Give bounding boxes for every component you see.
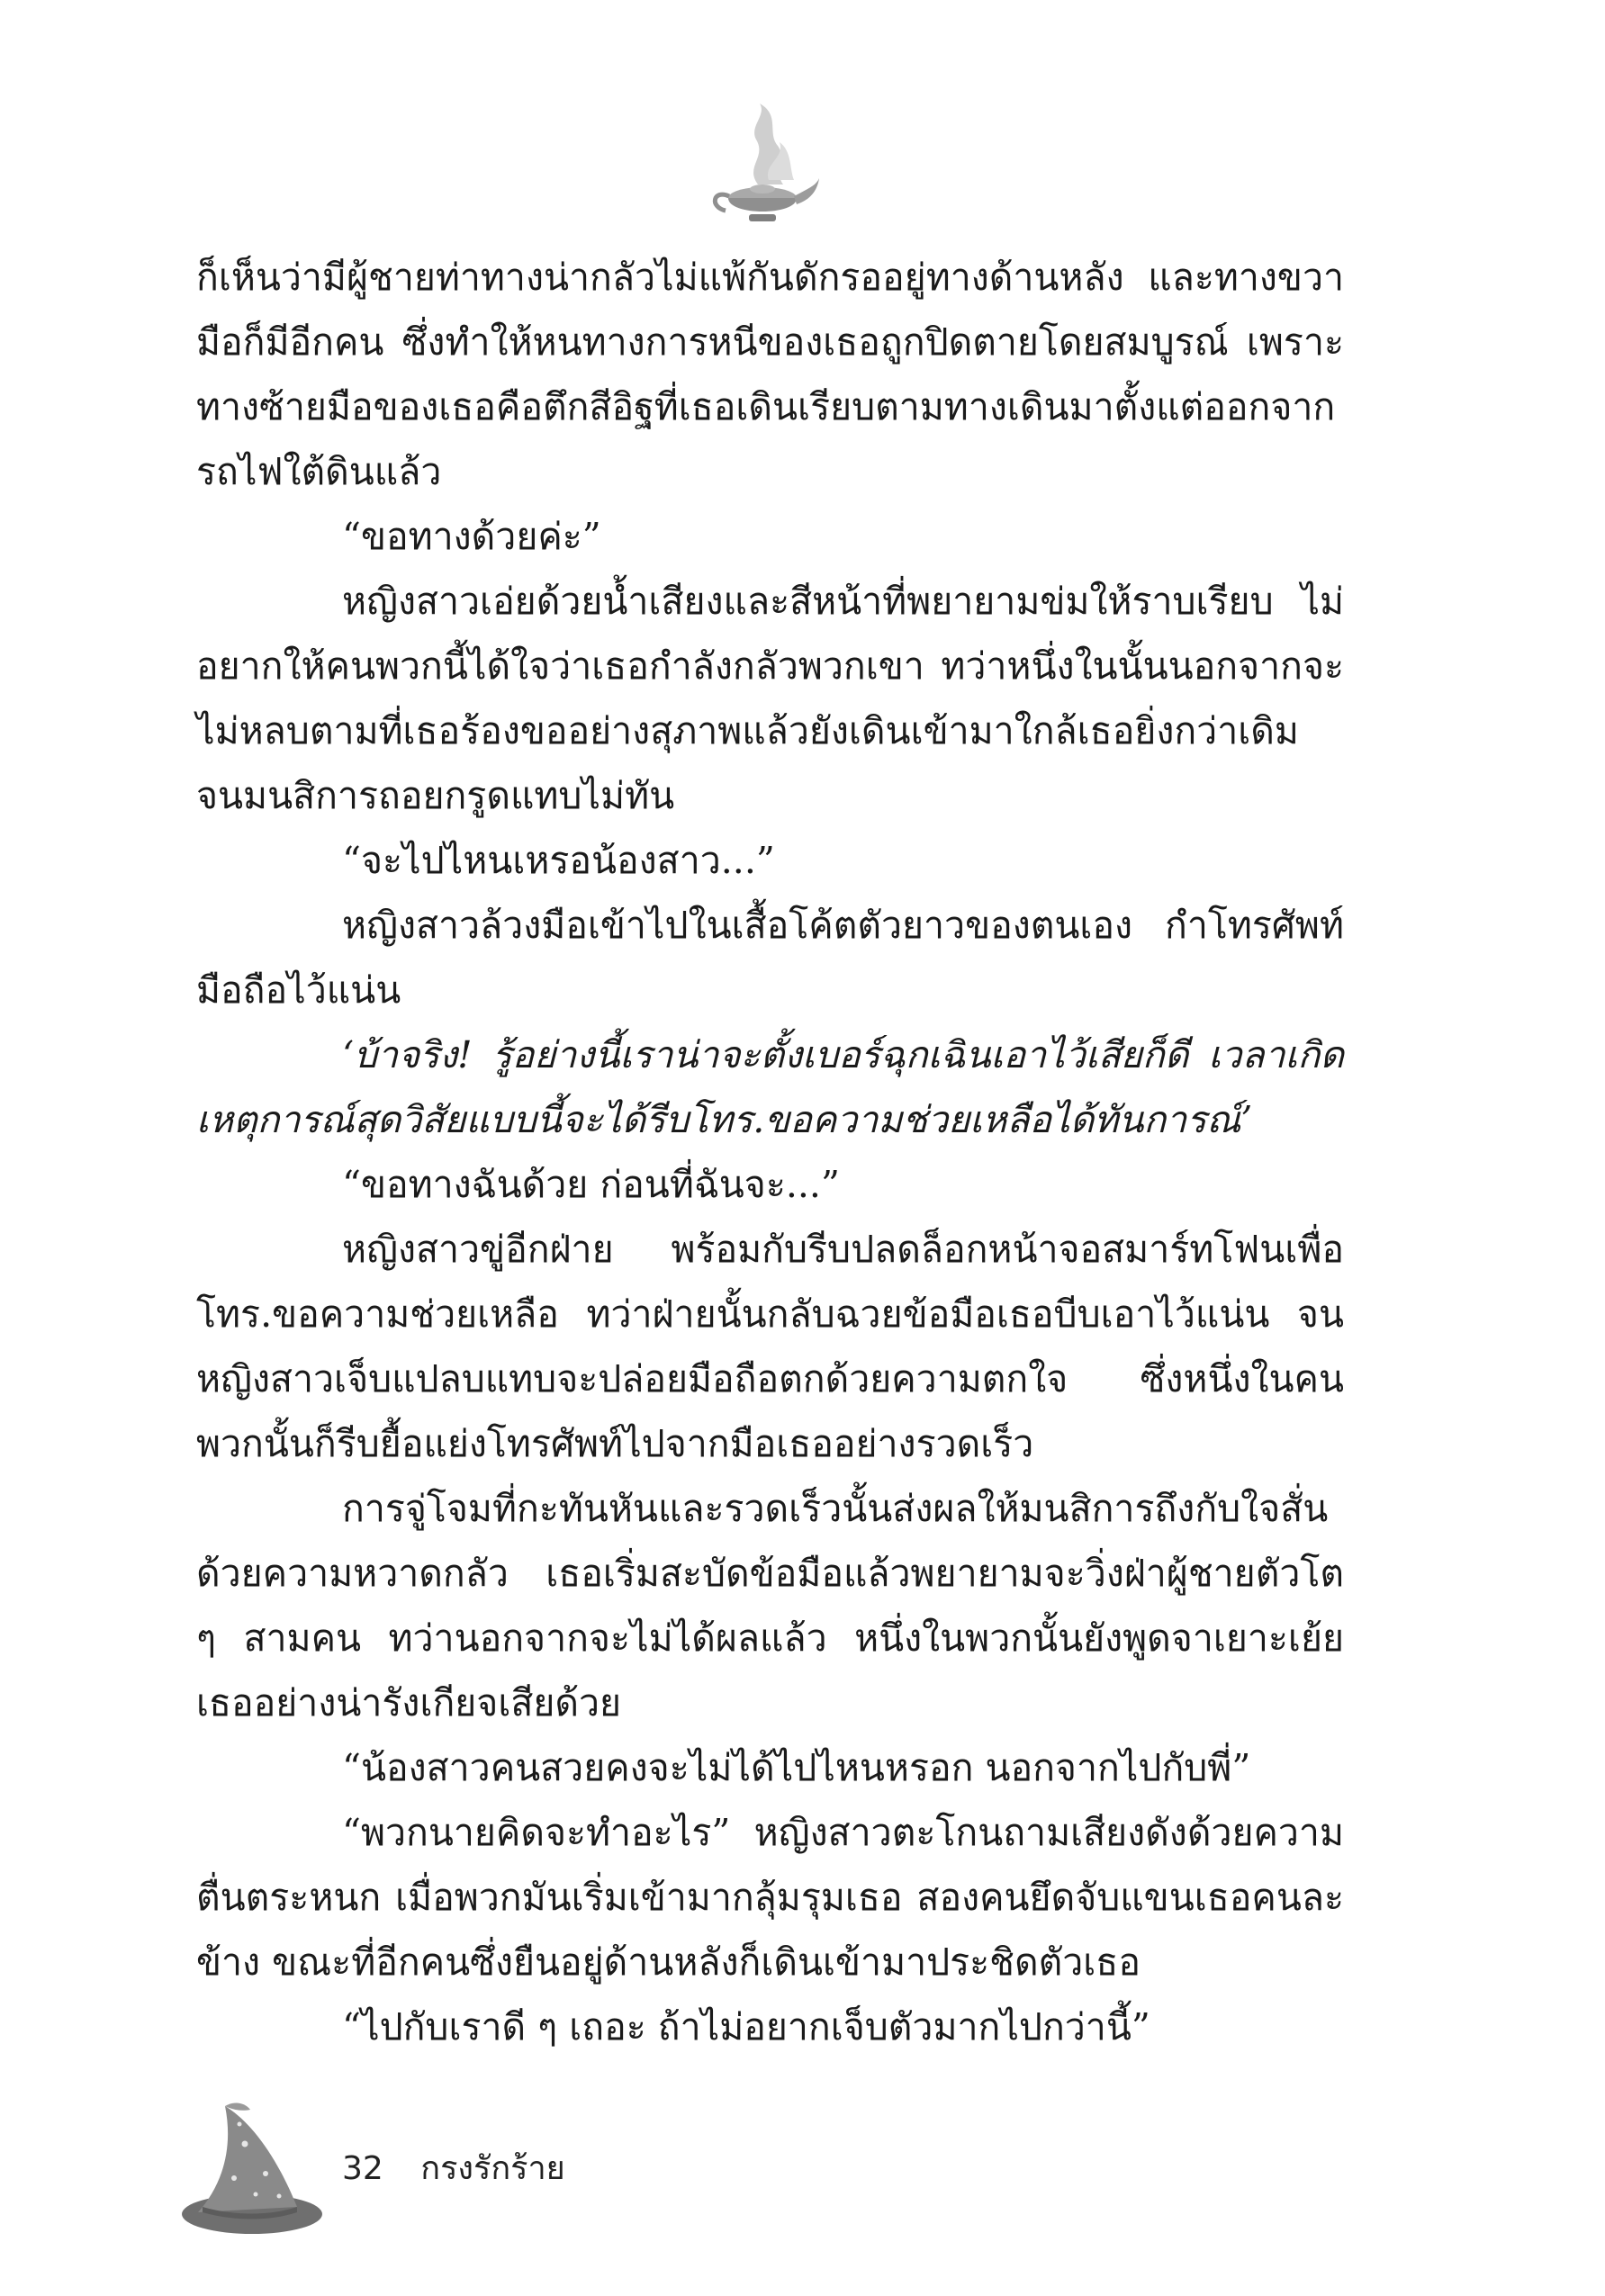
page-number: 32 <box>342 2150 383 2187</box>
inner-thought: ‘บ้าจริง! รู้อย่างนี้เราน่าจะตั้งเบอร์ฉุกเฉินเอาไว้เสียก็ดี เวลาเกิดเหตุการณ์สุดวิสัยแบบนี้จะได้รีบโทร.ขอความช่วยเหลือได้ทันการณ์’ <box>196 1033 1344 1141</box>
paragraph-5: การจู่โจมที่กะทันหันและรวดเร็วนั้นส่งผลให้มนสิการถึงกับใจสั่นด้วยความหวาดกลัว เธอเริ่มสะบัดข้อมือแล้วพยายามจะวิ่งฝ่าผู้ชายตัวโต ๆ สามคน ทว่านอกจากจะไม่ได้ผลแล้ว หนึ่งในพวกนั้นยังพูดจาเยาะเย้ยเธออย่างน่ารังเกียจเสียด้วย <box>196 1487 1344 1724</box>
page-footer <box>180 2088 720 2241</box>
paragraph-6: “พวกนายคิดจะทำอะไร” หญิงสาวตะโกนถามเสียงดังด้วยความตื่นตระหนก เมื่อพวกมันเริ่มเข้ามากลุ้มรุมเธอ สองคนยึดจับแขนเธอคนละข้าง ขณะที่อีกคนซึ่งยืนอยู่ด้านหลังก็เดินเข้ามาประชิดตัวเธอ <box>196 1811 1344 1984</box>
paragraph-4: หญิงสาวขู่อีกฝ่าย พร้อมกับรีบปลดล็อกหน้าจอสมาร์ทโฟนเพื่อโทร.ขอความช่วยเหลือ ทว่าฝ่ายนั้นกลับฉวยข้อมือเธอบีบเอาไว้แน่น จนหญิงสาวเจ็บแปลบแทบจะปล่อยมือถือตกด้วยความตกใจ ซึ่งหนึ่งในคนพวกนั้นก็รีบยื้อแย่งโทรศัพท์ไปจากมือเธออย่างรวดเร็ว <box>196 1228 1344 1465</box>
paragraph-2: หญิงสาวเอ่ยด้วยน้ำเสียงและสีหน้าที่พยายามข่มให้ราบเรียบ ไม่อยากให้คนพวกนี้ได้ใจว่าเธอกำลังกลัวพวกเขา ทว่าหนึ่งในนั้นนอกจากจะไม่หลบตามที่เธอร้องขออย่างสุภาพแล้วยังเดินเข้ามาใกล้เธอยิ่งกว่าเดิม จนมนสิการถอยกรูดแทบไม่ทัน <box>196 580 1344 817</box>
paragraph-3: หญิงสาวล้วงมือเข้าไปในเสื้อโค้ตตัวยาวของตนเอง กำโทรศัพท์มือถือไว้แน่น <box>196 904 1344 1012</box>
dialogue-2: “จะไปไหนเหรอน้องสาว...” <box>342 839 775 882</box>
dialogue-5: “ไปกับเราดี ๆ เถอะ ถ้าไม่อยากเจ็บตัวมากไปกว่านี้” <box>342 2005 1150 2048</box>
dialogue-1: “ขอทางด้วยค่ะ” <box>342 515 601 558</box>
magic-lamp-icon <box>704 99 821 234</box>
wizard-hat-icon <box>180 2088 324 2241</box>
dialogue-3: “ขอทางฉันด้วย ก่อนที่ฉันจะ...” <box>342 1163 840 1206</box>
dialogue-4: “น้องสาวคนสวยคงจะไม่ได้ไปไหนหรอก นอกจากไปกับพี่” <box>342 1746 1251 1789</box>
book-title: กรงรักร้าย <box>420 2150 565 2187</box>
body-text <box>196 245 1344 2059</box>
paragraph-1: ก็เห็นว่ามีผู้ชายท่าทางน่ากลัวไม่แพ้กันดักรออยู่ทางด้านหลัง และทางขวามือก็มีอีกคน ซึ่งทำให้หนทางการหนีของเธอถูกปิดตายโดยสมบูรณ์ เพราะทางซ้ายมือของเธอคือตึกสีอิฐที่เธอเดินเรียบตามทางเดินมาตั้งแต่ออกจากรถไฟใต้ดินแล้ว <box>196 256 1344 493</box>
folio <box>342 2142 565 2193</box>
